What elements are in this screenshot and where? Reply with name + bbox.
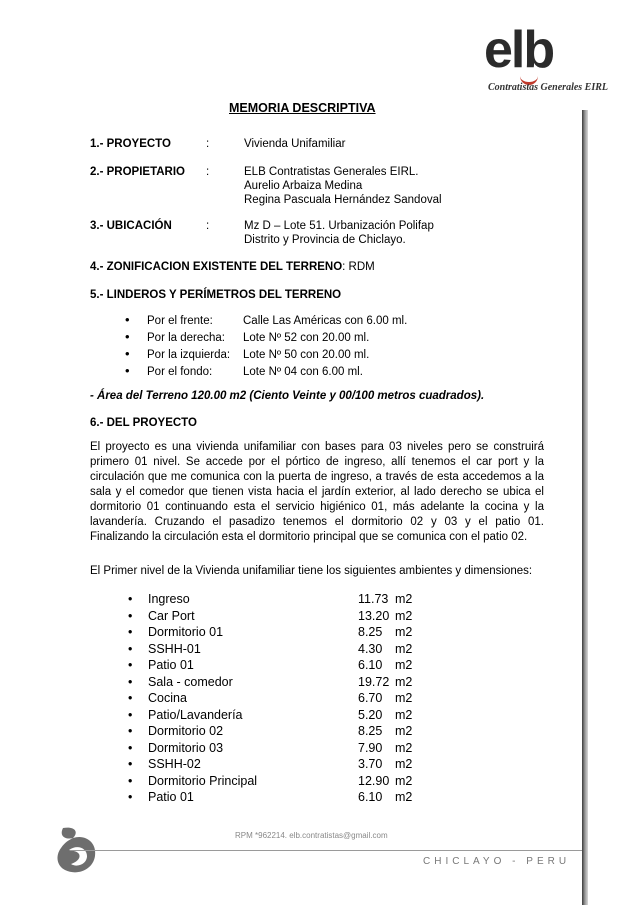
- bullet-icon: •: [128, 740, 133, 755]
- room-unit: m2: [395, 625, 413, 639]
- room-area: 11.73: [358, 592, 389, 606]
- company-logo: [482, 21, 612, 100]
- room-unit: m2: [395, 740, 413, 755]
- lindero-desc: Lote Nº 50 con 20.00 ml.: [243, 349, 370, 361]
- bullet-icon: •: [128, 608, 133, 623]
- room-name: Dormitorio 03: [148, 740, 224, 755]
- lindero-side: Por el fondo:: [147, 366, 213, 378]
- lindero-side: Por el frente:: [147, 315, 213, 327]
- room-unit: m2: [395, 707, 413, 722]
- area-terreno: - Área del Terreno 120.00 m2 (Ciento Veinte y 00/100 metros cuadrados).: [90, 390, 485, 402]
- bullet-icon: •: [128, 691, 133, 705]
- zonificacion-value: : RDM: [342, 261, 375, 273]
- room-unit: m2: [395, 608, 413, 623]
- rooms-list: [128, 591, 428, 811]
- ubicacion-sep: :: [206, 220, 210, 232]
- propietario-line: Aurelio Arbaiza Medina: [244, 180, 363, 192]
- room-area: 8.25: [358, 724, 383, 738]
- room-name: Patio 01: [148, 790, 194, 804]
- room-unit: m2: [395, 773, 413, 788]
- lindero-desc: Calle Las Américas con 6.00 ml.: [243, 315, 408, 327]
- del-proyecto-heading: 6.- DEL PROYECTO: [90, 417, 197, 429]
- room-area: 3.70: [358, 757, 383, 771]
- room-area: 4.30: [358, 641, 383, 656]
- room-name: Ingreso: [148, 592, 190, 606]
- ubicacion-line: Mz D – Lote 51. Urbanización Polifap: [244, 220, 434, 232]
- lindero-desc: Lote Nº 52 con 20.00 ml.: [243, 332, 370, 344]
- bullet-icon: •: [128, 790, 133, 804]
- bullet-icon: •: [128, 674, 133, 689]
- room-area: 7.90: [358, 740, 383, 755]
- room-name: Patio 01: [148, 658, 194, 672]
- bullet-icon: •: [128, 724, 133, 738]
- bullet-icon: •: [128, 773, 133, 788]
- lindero-side: Por la derecha:: [147, 332, 225, 344]
- room-unit: m2: [395, 757, 413, 771]
- room-unit: m2: [395, 592, 413, 606]
- room-area: 12.90: [358, 773, 390, 788]
- bullet-icon: •: [128, 625, 133, 639]
- room-area: 6.10: [358, 790, 383, 804]
- room-name: SSHH-02: [148, 757, 201, 771]
- proyecto-value: Vivienda Unifamiliar: [244, 138, 346, 150]
- room-area: 8.25: [358, 625, 383, 639]
- room-name: Sala - comedor: [148, 674, 233, 689]
- room-name: Dormitorio 01: [148, 625, 224, 639]
- room-unit: m2: [395, 658, 413, 672]
- room-name: SSHH-01: [148, 641, 201, 656]
- ubicacion-label: 3.- UBICACIÓN: [90, 220, 172, 232]
- bullet-icon: •: [128, 658, 133, 672]
- bullet-icon: •: [128, 641, 133, 656]
- zonificacion-line: [90, 260, 375, 274]
- bullet-icon: •: [128, 757, 133, 771]
- bullet-icon: •: [128, 592, 133, 606]
- bullet-icon: •: [128, 707, 133, 722]
- lindero-side: Por la izquierda:: [147, 349, 231, 361]
- room-unit: m2: [395, 724, 413, 738]
- logo-subtitle: Contratistas Generales EIRL: [488, 82, 609, 93]
- bullet-icon: •: [125, 363, 130, 378]
- propietario-sep: :: [206, 166, 210, 178]
- propietario-label: 2.- PROPIETARIO: [90, 166, 185, 178]
- footer-logo-icon: [55, 826, 101, 876]
- bullet-icon: •: [125, 312, 130, 327]
- proyecto-label: 1.- PROYECTO: [90, 138, 171, 150]
- proyecto-sep: :: [206, 138, 210, 150]
- logo-mark: elb: [484, 21, 554, 79]
- room-area: 6.10: [358, 658, 383, 672]
- linderos-heading: 5.- LINDEROS Y PERÍMETROS DEL TERRENO: [90, 289, 342, 301]
- zonificacion-label: 4.- ZONIFICACION EXISTENTE DEL TERRENO: [90, 261, 343, 273]
- room-unit: m2: [395, 641, 413, 656]
- bullet-icon: •: [125, 329, 130, 344]
- room-name: Dormitorio 02: [148, 724, 224, 738]
- right-margin-bar: [582, 110, 588, 905]
- bullet-icon: •: [125, 346, 130, 361]
- del-proyecto-paragraph: El proyecto es una vivienda unifamiliar con bases para 03 niveles pero se construirá primero 01 nivel. Se accede por el pórtico de ingreso, allí tenemos el car port y la circulación que me comunica con la puerta de ingreso, a través de esta accedemos a la sala y el comedor que tienen vista hacia el jardín exterior, al lado derecho se ubica el dormitorio 01 continuando esta el servicio higiénico 01, más adelante la cocina y la lavandería. Cruzando el pasadizo tenemos el dormitorio 02 y 03 y el patio 01. Finalizando la circulación esta el dormitorio principal que se comunica con el patio 02.: [90, 441, 544, 543]
- room-name: Car Port: [148, 608, 195, 623]
- lindero-desc: Lote Nº 04 con 6.00 ml.: [243, 366, 363, 378]
- del-proyecto-intro: El Primer nivel de la Vivienda unifamiliar tiene los siguientes ambientes y dimensiones:: [90, 565, 533, 577]
- room-name: Cocina: [148, 691, 187, 705]
- room-unit: m2: [395, 691, 413, 705]
- page-title: MEMORIA DESCRIPTIVA: [229, 101, 376, 115]
- room-area: 5.20: [358, 707, 383, 722]
- footer-divider: [70, 850, 582, 851]
- footer-contact: RPM *962214. elb.contratistas@gmail.com: [235, 831, 388, 840]
- room-unit: m2: [395, 674, 413, 689]
- room-area: 13.20: [358, 608, 390, 623]
- propietario-line: Regina Pascuala Hernández Sandoval: [244, 194, 442, 206]
- room-name: Patio/Lavandería: [148, 707, 243, 722]
- room-area: 6.70: [358, 691, 383, 705]
- room-unit: m2: [395, 790, 413, 804]
- footer-city: CHICLAYO - PERU: [423, 856, 571, 867]
- room-name: Dormitorio Principal: [148, 773, 258, 788]
- room-area: 19.72: [358, 674, 390, 689]
- propietario-line: ELB Contratistas Generales EIRL.: [244, 166, 419, 178]
- ubicacion-line: Distrito y Provincia de Chiclayo.: [244, 234, 406, 246]
